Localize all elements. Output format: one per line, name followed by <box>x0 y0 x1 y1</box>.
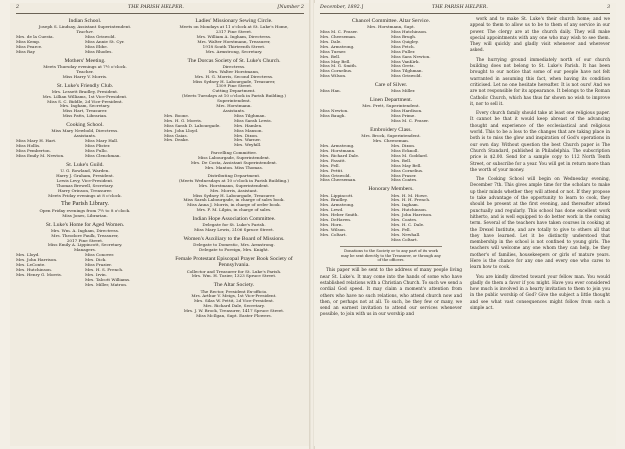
list-item: Mrs. Bell. <box>320 54 341 59</box>
section-line: Mrs. William A. Ingham, Directress. <box>196 35 272 40</box>
list-item: Mrs. Irvin. <box>85 272 107 277</box>
section-line: Teacher. <box>76 69 94 74</box>
list-item <box>320 119 391 124</box>
section-line: (Meets Wednesdays at 10 o'clock in Parish Building.) <box>178 178 290 183</box>
list-item: Mrs. Dixon. <box>391 144 416 149</box>
section-line: Mrs. Ingham, Secretary. <box>59 104 111 109</box>
right-column-1 <box>320 17 462 322</box>
list-item: Mrs. Fell. <box>320 163 340 168</box>
list-item: Miss M. C. Fraser. <box>391 119 429 124</box>
list-item: Mrs. Deake. <box>164 138 190 143</box>
section-line: Miss Sydney H. Labourgade, Treasurer, <box>192 79 276 84</box>
list-item: Mrs. Lewd. <box>320 208 344 213</box>
list-item: Miss Gaias. <box>164 133 188 138</box>
list-item: Miss Mary Hall. <box>85 139 119 144</box>
left-issue-number: [Number 2 <box>277 5 304 10</box>
section-heading: Indian School. <box>68 18 102 24</box>
section-line: Mrs. Manton. Miss Thomas. <box>204 165 264 170</box>
section-heading: Linen Department. <box>369 97 413 104</box>
list-item: Mrs. Dick. <box>85 258 107 263</box>
list-item: Miss Fetch. <box>391 44 415 49</box>
section-block <box>320 97 462 124</box>
left-page <box>10 3 310 446</box>
list-item: Miss Quigley. <box>391 39 419 44</box>
section-line: Cutting Department. <box>212 89 256 94</box>
section-heading: Cooking School. <box>66 122 104 129</box>
section-block <box>164 58 304 149</box>
section-line: Mrs. Wm. H. Tozier, 1323 Spruce Street. <box>191 274 277 279</box>
name-list <box>164 114 304 148</box>
section-line: Harry Orinson, Treasurer. <box>57 188 113 193</box>
section-line: (Meets Tuesdays at 10 o'clock in Parish Building.) <box>182 94 286 99</box>
section-heading: Indian Hope Association Committee. <box>192 216 276 223</box>
article-left <box>320 268 462 318</box>
list-item: Miss Sarah Lewis. <box>234 118 272 123</box>
list-item: Miss Griswold. <box>320 173 351 178</box>
list-item: Mrs. Hutchinson. <box>16 267 53 272</box>
list-item: Miss VanKirk. <box>391 59 420 64</box>
section-heading: Embroidery Class. <box>370 127 412 134</box>
name-list <box>320 109 462 124</box>
list-item: Miss Ebbe. <box>85 44 108 49</box>
section-line: Mrs. Horstmann. <box>216 104 252 109</box>
section-block <box>164 18 304 55</box>
section-block <box>16 222 154 288</box>
section-line: Mrs. Silas W. Pettit, 2d Vice-President. <box>193 299 275 304</box>
list-item: Mrs. Henry G. Morris. <box>16 272 63 277</box>
section-line: Assistants. <box>222 109 246 113</box>
section-line: Mrs. Prett, Superintendent. <box>362 104 420 109</box>
list-item: Miss Han. <box>320 89 341 94</box>
list-item <box>16 283 85 288</box>
list-item: Mrs. Ingham. <box>391 203 419 208</box>
list-item: Mrs. Heber Smith. <box>320 213 359 218</box>
list-item: Mrs. Pettit. <box>320 168 344 173</box>
section-heading: Female Protestant Episcopal Prayer Book Society of Pennsylvania. <box>175 256 293 269</box>
list-item: Mrs. de la Cuesta. <box>16 35 54 40</box>
list-item: Miss Manson. <box>234 128 263 133</box>
section-line: Directress. <box>222 64 246 69</box>
list-item: Mrs. Dale. <box>320 39 342 44</box>
list-item: Mrs. Lippincott. <box>320 193 354 198</box>
list-item: Mrs. Newhall. <box>391 232 421 237</box>
section-line: Meets on Mondays at 11 o'clock at St. Luke's Home, <box>179 25 289 30</box>
section-line: Miss Patts, Librarian. <box>62 114 108 119</box>
list-item: Miss Kemp. <box>16 39 41 44</box>
right-page <box>314 3 616 446</box>
section-heading: Honorary Members. <box>368 186 414 193</box>
section-heading: Ladies' Missionary Sewing Circle. <box>195 18 273 24</box>
section-line: Miss Sarah Labourgade, in charge of sales book. <box>183 198 285 203</box>
section-line: Collector and Treasurer for St. Luke's Parish. <box>186 269 282 274</box>
list-item: Mrs. Miller, Matron. <box>85 282 128 287</box>
section-line: 1918 South Thirteenth Street. <box>202 44 266 49</box>
section-block <box>164 236 304 253</box>
section-block <box>164 282 304 319</box>
list-item: Miss Prime. <box>391 114 416 119</box>
section-line: Mrs. Richard Dale, Secretary. <box>203 304 265 309</box>
list-item: Miss Cornelius. <box>391 168 424 173</box>
list-item: Mrs. Bell. <box>391 158 412 163</box>
section-block <box>320 127 462 183</box>
divider <box>340 265 442 266</box>
section-line: Miss Emily A. Lippincott, Secretary. <box>47 243 123 248</box>
section-line: Miss Mary Newbold, Directress. <box>51 129 119 134</box>
right-column-2 <box>470 17 610 315</box>
section-heading: St. Luke's Friendly Club. <box>56 82 114 89</box>
section-line: Superintendent. <box>217 99 251 104</box>
section-block <box>164 151 304 171</box>
list-item: Miss M. C. Fraser. <box>320 30 358 35</box>
list-item: Mrs. Weyhill. <box>234 143 262 148</box>
list-item: Miss Hardison. <box>391 109 423 114</box>
section-subheading: Teacher. <box>76 29 94 35</box>
left-page-title: THE PARISH HELPER. <box>128 5 184 10</box>
list-item: Mrs. Hamlen. <box>234 123 263 128</box>
section-line: Mrs. Walter Horstmann, <box>208 69 260 74</box>
section-line: Miss McIlgan, Supt. Easter Flowers. <box>196 314 272 319</box>
section-line: Mrs. Lillian Williams, 1st Vice-President. <box>42 94 128 99</box>
section-line: Miss Hart, Treasurer. <box>62 109 108 114</box>
note-line: of the officers. <box>377 258 405 263</box>
header-rule <box>16 13 304 14</box>
list-item: Miss Conover. <box>85 253 115 258</box>
section-heading: The Parish Library. <box>61 200 109 208</box>
section-line: Harry J. Graham, President. <box>56 173 114 178</box>
list-item: Miss Emily M. Newton. <box>16 153 65 158</box>
section-heading: The Dorcas Society of St. Luke's Church. <box>187 57 281 64</box>
section-line: Miss Jones, Librarian. <box>62 213 108 218</box>
paragraph: This paper will be sent to the address of many people living near St. Luke's. It may come into the hands of some who have established relations with a Christian Church. To such we send a cordial God speed. It may claim a moment's attention from others who have no such relations, who attend church now and then, or perhaps not at all. To such, be they few or many, we send an earnest invitation to attend our services whenever possible, to join with us in our worship and <box>320 268 462 318</box>
section-line: 1309 Pine Street. <box>215 84 253 89</box>
list-item: Mrs. Coates. <box>391 218 418 223</box>
section-heading: Women's Auxiliary to the Board of Missions. <box>183 236 285 243</box>
section-line: Lewis Levy, Vice-President. <box>56 178 114 183</box>
section-line: Mrs. F. M. Lilpin, in charge of sales. <box>196 208 272 213</box>
list-item: Miss M. G. Smith. <box>320 64 358 69</box>
list-item: Miss Wilson. <box>320 74 347 79</box>
name-list <box>320 144 462 183</box>
section-block <box>16 83 154 120</box>
list-item: Miss Griswold. <box>85 35 116 40</box>
list-item <box>164 143 234 148</box>
list-item: Miss Ecknoll. <box>391 149 419 154</box>
article-right <box>470 17 610 312</box>
list-item: Mrs. Fell. <box>391 227 411 232</box>
list-item: Miss Ray <box>16 49 35 54</box>
section-line: Joseph S. Lindsay, Assistant Superintendent. <box>38 25 132 30</box>
list-item: Mrs. Horn. <box>320 223 343 228</box>
donations-note <box>320 249 462 264</box>
section-heading: St. Luke's Guild. <box>66 161 104 168</box>
section-heading: Mothers' Meeting. <box>64 57 106 64</box>
left-column-2 <box>164 17 304 322</box>
section-block <box>16 201 154 218</box>
section-line: Miss Mary Lewis, 2106 Spruce Street. <box>194 228 274 233</box>
list-item: Mrs. Coltart. <box>320 232 347 237</box>
section-line: Mrs. Walter Horstmann, Treasurer, <box>197 39 271 44</box>
section-line: Thomas Brewell, Secretary. <box>56 183 114 188</box>
paragraph: work and to make St. Luke's their church home; and we appeal to them to allow us to be to them of any service in our power. The clergy are at the church daily. They will make special appointments with any one who may wish to see them. They will quickly and gladly visit whenever and wherever asked. <box>470 17 610 54</box>
list-item: Mrs. Armstrong. <box>320 203 355 208</box>
list-item: Miss Miller. <box>391 89 416 94</box>
list-item: Miss Brugh. <box>391 35 417 40</box>
section-line: Miss Labourgade, Superintendent. <box>197 156 271 161</box>
list-item: Mrs. H. G. Morris. <box>164 118 203 123</box>
paragraph: You are kindly directed toward your fellow man. You would gladly do them a favor if you might. Have you ever considered how much is involved in a hearty invitation to them to join you in the public worship of God? Give the subject a little thought and see what vast consequences might follow from such a simple act. <box>470 274 610 312</box>
list-item: Miss Pemberton. <box>16 149 51 154</box>
divider <box>340 246 442 247</box>
list-item: Mrs. Dixon. <box>234 133 259 138</box>
list-item: Miss May Bell. <box>320 59 351 64</box>
list-item: Mrs. Hutchinson. <box>391 208 428 213</box>
note-line: may be sent directly to the Treasurer, or through any <box>341 253 441 258</box>
list-item: Mrs. Talcott Williams. <box>85 277 131 282</box>
list-item: Mrs. Cheeseman. <box>320 35 357 40</box>
left-page-number: 2 <box>16 5 20 10</box>
name-list <box>16 139 154 159</box>
list-item: Mrs. Armstrong. <box>320 44 355 49</box>
section-line: U. G. Rowland, Warden. <box>60 169 110 174</box>
list-item: Miss Pearce. <box>16 44 43 49</box>
name-list <box>16 35 154 55</box>
header-rule <box>320 13 610 14</box>
section-heading: Care of Silver. <box>374 82 408 89</box>
list-item: Mrs. H. H. French. <box>391 198 431 203</box>
section-line: Distributing Department. <box>207 173 261 178</box>
list-item: Miss Tilghman. <box>234 113 266 118</box>
section-line: Mrs. Horstmann, Supt. <box>367 25 415 30</box>
section-line: Mrs. H. G. Morris, Second Directress. <box>194 74 274 79</box>
section-line: Miss Harry V. Morris. <box>62 74 108 79</box>
list-item: Miss Newton. <box>320 109 349 114</box>
list-item: Miss Coltart. <box>391 237 418 242</box>
section-line: Assistants. <box>73 134 97 139</box>
left-column-1 <box>16 17 154 291</box>
list-item: Miss Gretz. <box>391 64 415 69</box>
list-item: Mrs. John Harrison. <box>391 213 433 218</box>
list-item: Miss Frazier. <box>85 263 112 268</box>
list-item: Miss Sarah D. Labourgade. <box>164 123 221 128</box>
paragraph: The hurrying ground immediately north of our church building does not belong to St. Luke's Parish. It has been brought to our notice that some of our people have not felt warranted in assuming this fact, when having its condition criticised. Let no one hesitate hereafter. It is not ours! And we are not responsible for its appearance. It belongs to the Roman Catholic Church, which has thus far shown no wish to improve it, nor to sell it. <box>470 57 610 107</box>
section-line: Miss Sydney H. Labourgade, Treasurer. <box>192 193 276 198</box>
section-line: Mrs. Theodore Faulk, Treasurer, <box>51 233 119 238</box>
list-item: Miss Sara Newton. <box>391 54 431 59</box>
section-line: The Rector, President Ex-officio. <box>200 289 268 294</box>
section-block <box>320 186 462 242</box>
section-block <box>164 256 304 279</box>
list-item: Miss Rhodes. <box>85 49 113 54</box>
section-block <box>164 216 304 233</box>
list-item: Mrs. Horstmann. <box>320 149 356 154</box>
section-heading: St. Luke's Home for Aged Women. <box>45 221 125 228</box>
list-item: Mrs. Warner. <box>234 138 261 143</box>
list-item: Mrs. Boone. <box>164 113 190 118</box>
list-item: Mrs. Wilson. <box>320 227 347 232</box>
section-heading: Chancel Committee. Altar Service. <box>351 18 431 24</box>
section-line: Mrs. J. W. Brock, Treasurer, 1417 Spruce Street. <box>183 309 285 314</box>
list-item: Mrs. DeHaven. <box>320 218 352 223</box>
section-line: Mrs. Brock, Superintendent. <box>361 134 421 139</box>
section-line: Mrs. De Costa, Assistant Superintendent. <box>190 161 278 166</box>
section-line: Mrs. Armstrong, Secretary. <box>205 49 263 54</box>
right-page-number: 3 <box>606 5 610 10</box>
paragraph: The Cooking School will begin on Wednesday evening, December 7th. This gives ample time for the scholars to make up their minds whether they will attend or not. If they propose to take advantage of the opportunity to learn to cook, they should be present at the first evening, and thereafter attend punctually and regularly. This school has done excellent work hitherto, and is well equipped to do better work in the coming term. Several of the teachers have taken courses in cooking at the Drexel Institute, and are totally to give to others all that they have learned. Let it be distinctly understood that membership in the school is not confined to young girls. The teachers will welcome any one whom they can help, be they mother's of families, housekeepers or girls of mature years. Here is the chance for any one and every one who cares to learn how to cook. <box>470 177 610 271</box>
section-line: Mrs. Arthur V. Meigs, 1st Vice-President. <box>191 294 277 299</box>
list-item: Miss Griswold. <box>391 74 422 79</box>
right-page-title: THE PARISH HELPER. <box>432 5 488 10</box>
list-item: Mrs. Fassitt. <box>320 158 346 163</box>
section-block <box>16 58 154 80</box>
list-item: Mrs. John Harrison. <box>16 258 58 263</box>
section-line: Mrs. Wm. A. Ingham, Directress. <box>50 228 120 233</box>
list-item: Miss Hollis. <box>16 144 41 149</box>
list-item: Miss M. Goddard. <box>391 153 429 158</box>
list-item: Miss Hutchinson. <box>391 30 428 35</box>
section-line: Mrs. Cheeseman. <box>372 139 410 144</box>
section-heading: The Altar Society. <box>213 282 255 289</box>
section-block <box>16 18 154 55</box>
section-line: Delegate to Foreign, Mrs. Knight. <box>199 248 269 253</box>
section-line: Open Friday evenings from 7½ to 8 o'clock. <box>39 208 131 213</box>
list-item: Mrs. H. C. Dale. <box>391 223 425 228</box>
list-item: Miss Baugh. <box>320 114 346 119</box>
list-item: Mrs. H. S. French. <box>85 267 124 272</box>
section-block <box>16 162 154 199</box>
list-item: Miss Coates. <box>391 178 418 183</box>
section-line: Mrs. Horstmann, Superintendent. <box>198 183 270 188</box>
list-item: Miss Tilghman. <box>391 69 423 74</box>
list-item: Mrs. Lloyd. <box>16 253 40 258</box>
section-line: Meets Thursday evenings at 7½ o'clock. <box>43 64 127 69</box>
list-item: Miss Annie St. Cyr. <box>85 39 125 44</box>
list-item: Mrs. Bradley. <box>320 198 348 203</box>
list-item: Miss Clenchman. <box>85 153 121 158</box>
list-item: Miss May Bell. <box>391 163 422 168</box>
section-line: 2017 Pine Street. <box>66 238 104 243</box>
section-line: Miss S. C. Biddle, 2d Vice-President. <box>47 99 123 104</box>
name-list <box>320 30 462 79</box>
list-item: Miss Turner. <box>320 49 347 54</box>
section-block <box>164 174 304 213</box>
section-line: Mrs. Morris, Assistant. <box>210 188 258 193</box>
section-line: Delegate to Domestic, Mrs. Armstrong. <box>193 243 275 248</box>
section-line: Mrs. Lessett Bradley, President. <box>51 89 119 94</box>
right-issue-date: December, 1892.] <box>320 5 364 10</box>
name-list <box>320 89 462 94</box>
section-line: Parcelling Committee. <box>210 151 258 156</box>
list-item <box>320 238 391 243</box>
list-item: Miss Plister. <box>85 144 111 149</box>
section-line: Miss Anna J. Morris, in charge of order book. <box>187 203 281 208</box>
list-item: Mrs. H. M. Howe. <box>391 193 429 198</box>
list-item: Miss Fullo. <box>85 149 108 154</box>
name-list <box>16 253 154 287</box>
section-block <box>320 18 462 79</box>
section-line: Managers. <box>73 248 97 253</box>
list-item: Mrs. LeConte. <box>16 263 46 268</box>
name-list <box>320 194 462 243</box>
paragraph: Every church family should take at least one religious paper. It cannot be that it would keep abreast of the advancing thought and experience of the ecclesiastical and religious world. This to be a loss to the changes that are taking place in both is to miss the glow and inspiration of God's operations in our own day. Without question the best Church paper is The Church Standard, published in Philadelphia. The subscription price is $2.00. Send for a sample copy to 112 North Tenth Street, or subscribe for a year. You will get in return more than the worth of your money. <box>470 111 610 173</box>
section-line: 2317 Pine Street. <box>215 30 253 35</box>
section-line: Delegate for St. Luke's Parish. <box>202 223 266 228</box>
list-item: Miss Mary H. Hart. <box>16 139 57 144</box>
list-item: Mrs. Richard Dale. <box>320 153 360 158</box>
list-item: Miss Fraser. <box>391 173 417 178</box>
list-item: Mrs. Armstrong. <box>320 144 355 149</box>
section-block <box>320 82 462 94</box>
list-item: Miss Cheeseman. <box>320 178 357 183</box>
list-item: Miss Fuller. <box>391 49 416 54</box>
section-line: Meets Friday evenings at 8 o'clock. <box>48 193 122 198</box>
list-item: Mrs. John Lloyd. <box>164 128 199 133</box>
section-block <box>16 122 154 159</box>
note-line: Donations to the Society or to any part of its work <box>344 248 438 253</box>
list-item: Miss Cornelius. <box>320 69 353 74</box>
